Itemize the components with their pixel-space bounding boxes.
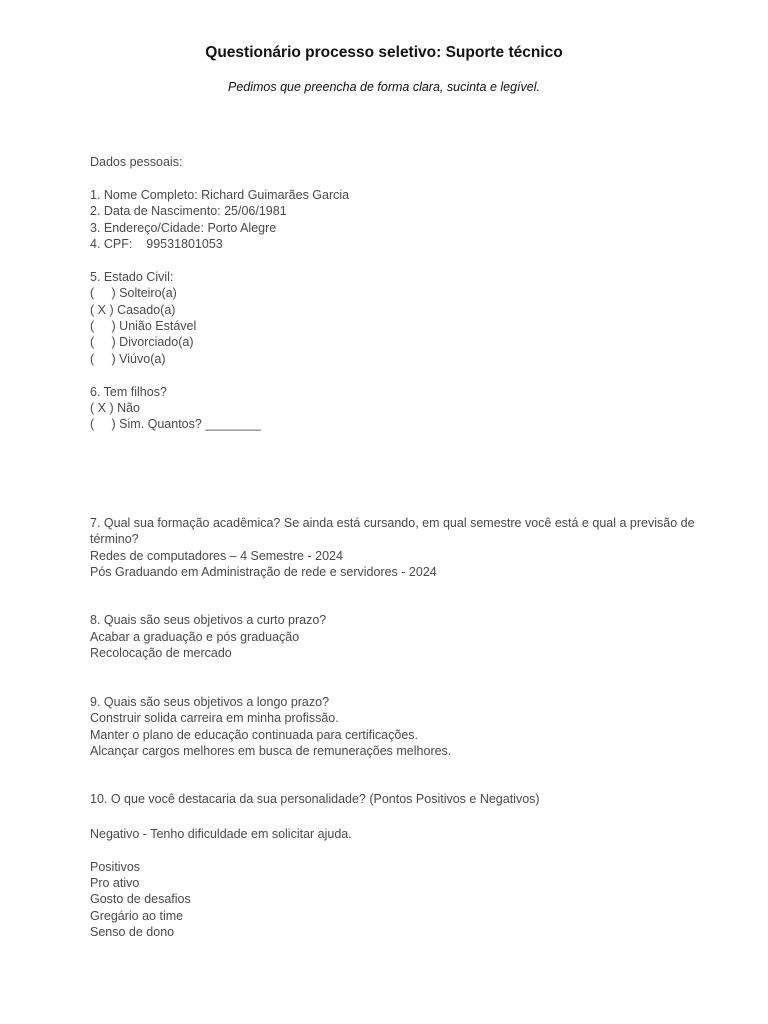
- field-cpf: 4. CPF: 99531801053: [90, 237, 223, 252]
- positive-trait-1: Pro ativo: [90, 875, 140, 890]
- option-divorced: ( ) Divorciado(a): [90, 335, 194, 350]
- answer-long-term-2: Manter o plano de educação continuada para certificações.: [90, 727, 418, 742]
- answer-short-term-2: Recolocação de mercado: [90, 646, 232, 661]
- field-address-city: 3. Endereço/Cidade: Porto Alegre: [90, 220, 277, 235]
- document-body: [90, 154, 720, 941]
- positive-trait-2: Gosto de desafios: [90, 892, 191, 907]
- page-title: Questionário processo seletivo: Suporte técnico: [205, 44, 563, 61]
- question-personality: 10. O que você destacaria da sua personalidade? (Pontos Positivos e Negativos): [90, 792, 540, 807]
- question-long-term-goals: 9. Quais são seus objetivos a longo prazo?: [90, 694, 330, 709]
- positive-trait-4: Senso de dono: [90, 925, 175, 940]
- option-widowed: ( ) Viúvo(a): [90, 351, 166, 366]
- option-stable-union: ( ) União Estável: [90, 319, 197, 334]
- positive-trait-3: Gregário ao time: [90, 908, 184, 923]
- option-single: ( ) Solteiro(a): [90, 286, 177, 301]
- answer-long-term-3: Alcançar cargos melhores em busca de remunerações melhores.: [90, 743, 452, 758]
- answer-education-1: Redes de computadores – 4 Semestre - 2024: [90, 548, 343, 563]
- field-full-name: 1. Nome Completo: Richard Guimarães Garcia: [90, 187, 350, 202]
- option-yes-how-many: ( ) Sim. Quantos? ________: [90, 417, 261, 432]
- answer-short-term-1: Acabar a graduação e pós graduação: [90, 629, 300, 644]
- question-short-term-goals: 8. Quais são seus objetivos a curto prazo?: [90, 613, 327, 628]
- question-education: 7. Qual sua formação acadêmica? Se ainda está cursando, em qual semestre você está e qual a previsão de término?: [90, 515, 695, 547]
- positives-heading: Positivos: [90, 859, 141, 874]
- question-civil-status: 5. Estado Civil:: [90, 269, 174, 284]
- answer-long-term-1: Construir solida carreira em minha profissão.: [90, 711, 339, 726]
- option-no: ( X ) Não: [90, 401, 141, 416]
- field-birth-date: 2. Data de Nascimento: 25/06/1981: [90, 204, 287, 219]
- option-married: ( X ) Casado(a): [90, 302, 176, 317]
- answer-education-2: Pós Graduando em Administração de rede e servidores - 2024: [90, 565, 437, 580]
- answer-negative-trait: Negativo - Tenho dificuldade em solicitar ajuda.: [90, 826, 352, 841]
- question-children: 6. Tem filhos?: [90, 384, 167, 399]
- section-heading-personal: Dados pessoais:: [90, 155, 183, 169]
- page-subtitle: Pedimos que preencha de forma clara, sucinta e legível.: [228, 80, 540, 94]
